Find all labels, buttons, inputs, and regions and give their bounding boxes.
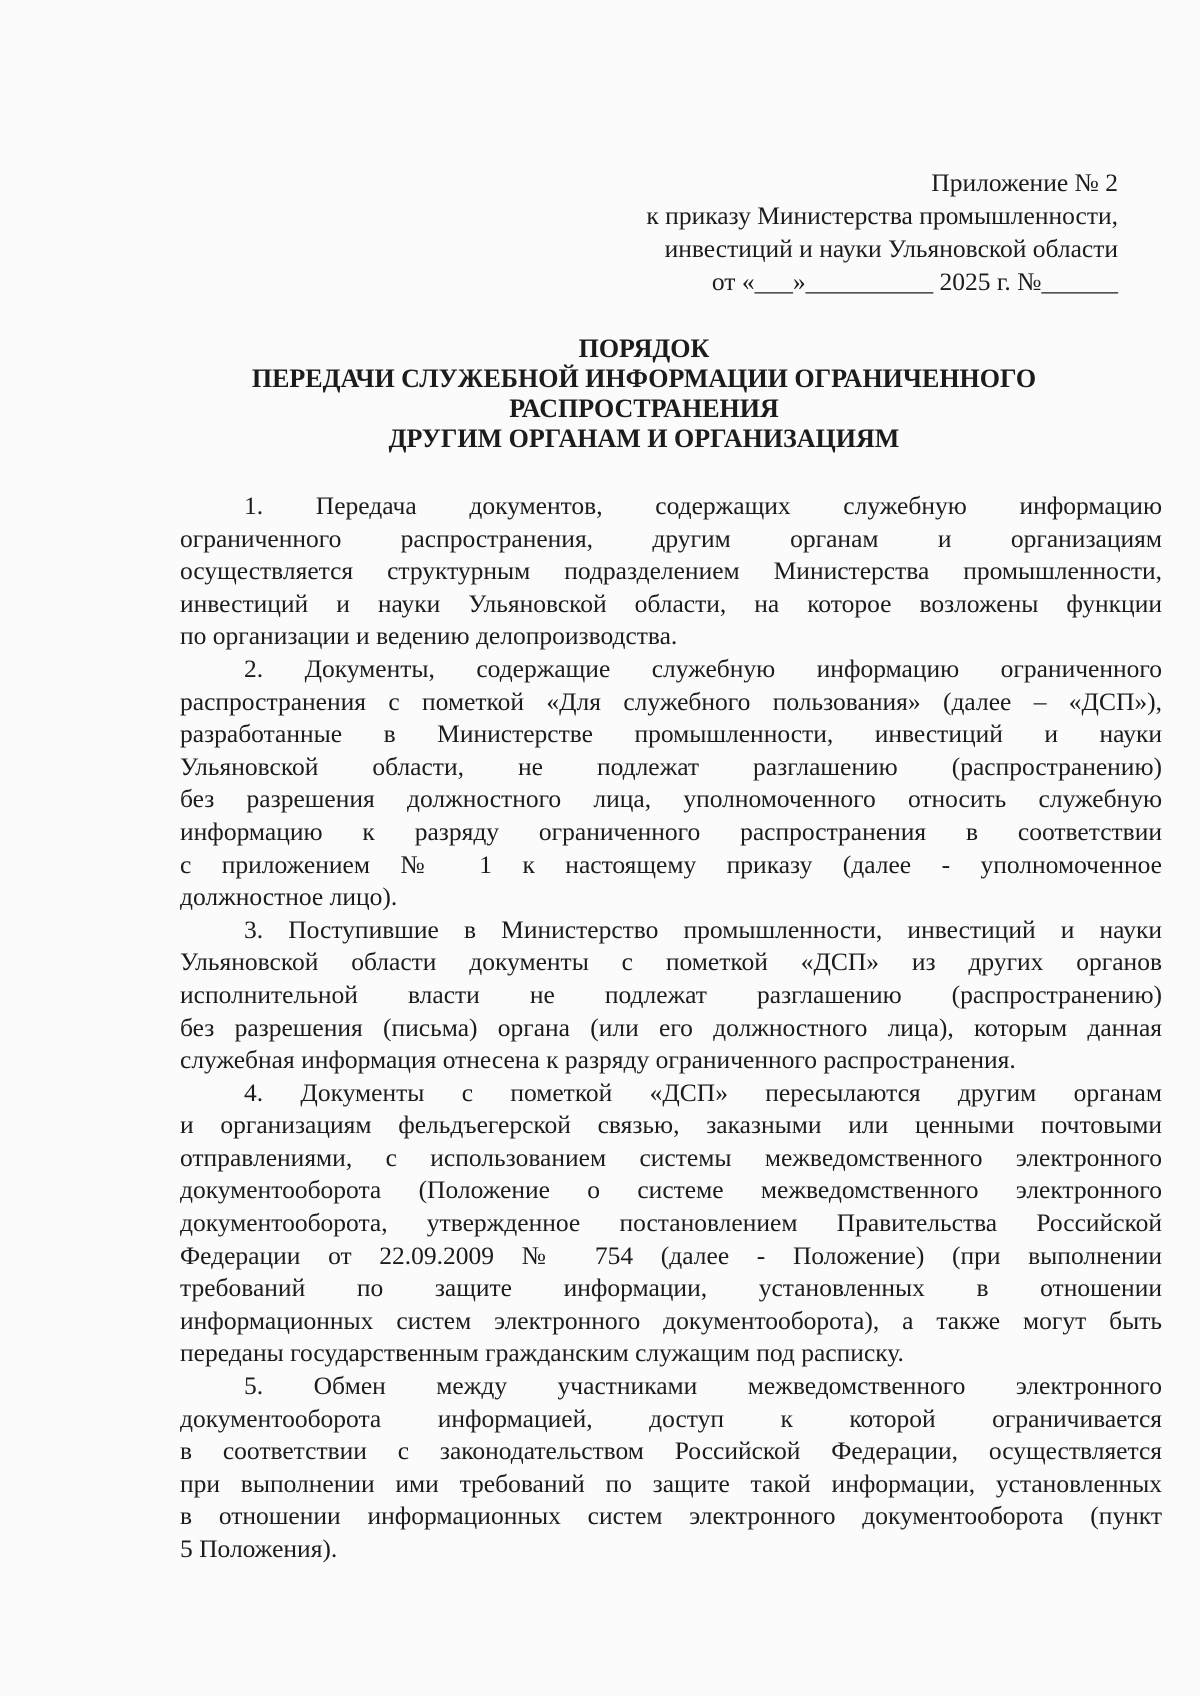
text-line: Федерации от 22.09.2009 № 754 (далее - Положение) (при выполнении: [180, 1240, 1162, 1270]
text-line: осуществляется структурным подразделением Министерства промышленности,: [180, 556, 1162, 586]
text-line: документооборота, утвержденное постановлением Правительства Российской: [180, 1208, 1162, 1238]
text-line: по организации и ведению делопроизводства.: [180, 621, 678, 651]
text-line: документооборота (Положение о системе межведомственного электронного: [180, 1175, 1162, 1205]
text-line: отправлениями, с использованием системы межведомственного электронного: [180, 1142, 1162, 1172]
text-line: 4. Документы с пометкой «ДСП» пересылаются другим органам: [244, 1077, 1162, 1107]
text-line: в отношении информационных систем электронного документооборота (пункт: [180, 1501, 1162, 1531]
title-line-3: РАСПРОСТРАНЕНИЯ: [509, 394, 779, 423]
text-line: распространения с пометкой «Для служебного пользования» (далее – «ДСП»),: [180, 686, 1162, 716]
document-title: [170, 334, 1118, 454]
title-line-1: ПОРЯДОК: [578, 334, 710, 363]
order-reference: к приказу Министерства промышленности,: [646, 201, 1118, 230]
text-line: ограниченного распространения, другим органам и организациям: [180, 523, 1162, 553]
order-date-number: от «___»__________ 2025 г. №______: [711, 267, 1118, 296]
paragraph-3: [180, 914, 1162, 1077]
text-line: 3. Поступившие в Министерство промышленности, инвестиций и науки: [244, 914, 1162, 944]
text-line: 2. Документы, содержащие служебную информацию ограниченного: [244, 653, 1162, 683]
text-line: исполнительной власти не подлежат разглашению (распространению): [180, 979, 1162, 1009]
text-line: служебная информация отнесена к разряду ограниченного распространения.: [180, 1045, 1016, 1075]
text-line: разработанные в Министерстве промышленности, инвестиций и науки: [180, 719, 1162, 749]
text-line: документооборота информацией, доступ к которой ограничивается: [180, 1403, 1162, 1433]
text-line: и организациям фельдъегерской связью, заказными или ценными почтовыми: [180, 1110, 1162, 1140]
appendix-number: Приложение № 2: [931, 168, 1118, 197]
text-line: 1. Передача документов, содержащих служебную информацию: [244, 491, 1162, 520]
text-line: без разрешения должностного лица, уполномоченного относить служебную: [180, 784, 1162, 814]
title-line-2: ПЕРЕДАЧИ СЛУЖЕБНОЙ ИНФОРМАЦИИ ОГРАНИЧЕННОГО: [251, 364, 1037, 393]
text-line: инвестиций и науки Ульяновской области, на которое возложены функции: [180, 588, 1162, 618]
title-line-4: ДРУГИМ ОРГАНАМ И ОРГАНИЗАЦИЯМ: [388, 424, 900, 453]
paragraph-4: [180, 1077, 1162, 1370]
text-line: требований по защите информации, установленных в отношении: [180, 1273, 1162, 1303]
text-line: переданы государственным гражданским служащим под расписку.: [180, 1338, 904, 1368]
text-line: в соответствии с законодательством Российской Федерации, осуществляется: [180, 1436, 1162, 1466]
text-line: информационных систем электронного документооборота), а также могут быть: [180, 1305, 1162, 1335]
text-line: при выполнении ими требований по защите такой информации, установленных: [180, 1468, 1162, 1498]
text-line: должностное лицо).: [180, 882, 398, 912]
document-body: [180, 490, 1162, 1566]
appendix-header: [478, 166, 1118, 298]
paragraph-5: [180, 1370, 1162, 1566]
text-line: Ульяновской области документы с пометкой «ДСП» из других органов: [180, 947, 1162, 977]
text-line: Ульяновской области, не подлежат разглашению (распространению): [180, 751, 1162, 781]
paragraph-2: [180, 653, 1162, 914]
text-line: с приложением № 1 к настоящему приказу (далее - уполномоченное: [180, 849, 1162, 879]
text-line: без разрешения (письма) органа (или его должностного лица), которым данная: [180, 1012, 1162, 1042]
text-line: информацию к разряду ограниченного распространения в соответствии: [180, 816, 1162, 846]
text-line: 5. Обмен между участниками межведомственного электронного: [244, 1371, 1162, 1401]
text-line: 5 Положения).: [180, 1534, 338, 1563]
ministry-name: инвестиций и науки Ульяновской области: [664, 234, 1118, 263]
paragraph-1: [180, 490, 1162, 653]
